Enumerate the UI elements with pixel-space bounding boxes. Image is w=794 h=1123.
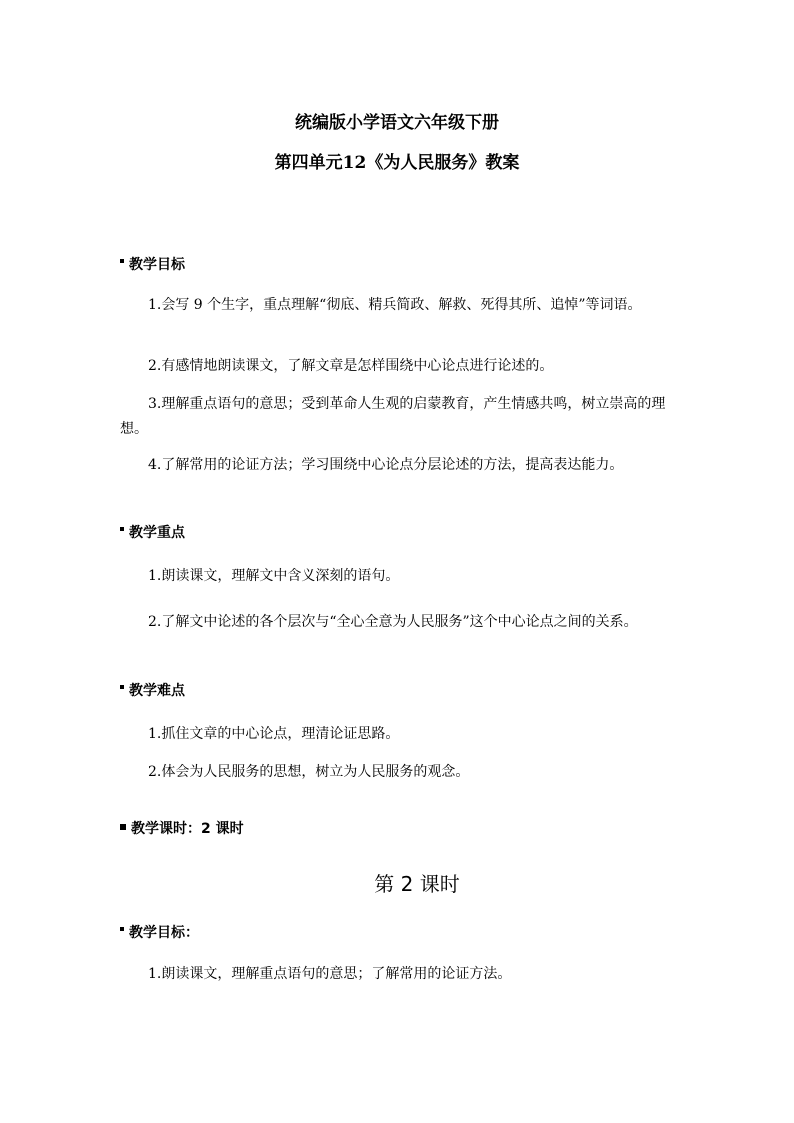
difficult-item-1: 1.抓住文章的中心论点，理清论证思路。 [148, 726, 400, 742]
goal-item-1: 1.会写 9 个生字，重点理解“彻底、精兵简政、解救、死得其所、追悼”等词语。 [148, 297, 642, 313]
bullet-icon [120, 824, 126, 830]
lesson-title: 第 2 课时 [374, 872, 460, 896]
difficult-item-2: 2.体会为人民服务的思想，树立为人民服务的观念。 [148, 764, 470, 780]
section-heading-key [120, 522, 185, 542]
goal-item-2: 2.有感情地朗读课文，了解文章是怎样围绕中心论点进行论述的。 [148, 358, 554, 374]
section-heading-goals [120, 254, 185, 274]
bullet-icon [120, 527, 124, 531]
section-heading-label: 教学目标 [129, 257, 185, 273]
section-heading-label: 教学重点 [129, 525, 185, 541]
key-item-1: 1.朗读课文，理解文中含义深刻的语句。 [148, 568, 400, 584]
section-heading-lesson2-goals [120, 922, 199, 942]
goal-item-3: 3.理解重点语句的意思；受到革命人生观的启蒙教育，产生情感共鸣，树立崇高的理想。 [120, 396, 666, 437]
goal-item-4: 4.了解常用的论证方法；学习围绕中心论点分层论述的方法，提高表达能力。 [148, 457, 624, 473]
section-heading-label: 教学目标： [129, 925, 199, 941]
section-heading-difficult [120, 680, 185, 700]
bullet-icon [120, 927, 124, 931]
document-subtitle: 第四单元12《为人民服务》教案 [274, 153, 520, 173]
lesson2-goal-item-1: 1.朗读课文，理解重点语句的意思；了解常用的论证方法。 [148, 966, 512, 982]
key-item-2: 2.了解文中论述的各个层次与“全心全意为人民服务”这个中心论点之间的关系。 [148, 614, 638, 630]
bullet-icon [120, 259, 124, 263]
bullet-icon [120, 685, 124, 689]
section-heading-label: 教学课时：2 课时 [131, 821, 244, 837]
document-title: 统编版小学语文六年级下册 [295, 113, 499, 133]
section-heading-hours [120, 818, 244, 838]
section-heading-label: 教学难点 [129, 683, 185, 699]
